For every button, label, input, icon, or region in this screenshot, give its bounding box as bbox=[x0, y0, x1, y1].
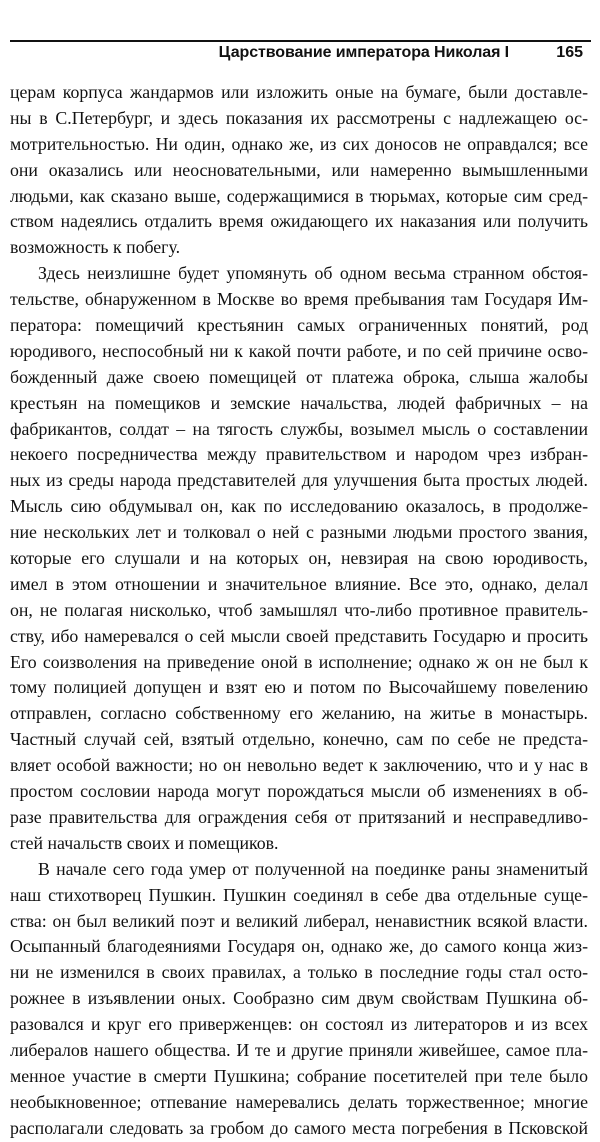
text-line: разе правительства для ограждения себя от притязаний и несправедливо- bbox=[10, 806, 588, 827]
paragraph-first-line: Здесь неизлишне будет упомянуть об одном весьма странном обстоя- bbox=[38, 263, 588, 284]
text-line: простом сословии народа могут порождаться мысли об изменениях в об- bbox=[10, 781, 588, 802]
text-line: которые его слушали и на которых он, невзирая на свою юродивость, bbox=[10, 548, 588, 569]
text-line: стей начальств своих и помещиков. bbox=[10, 832, 279, 853]
text-line: крестьян на помещиков и земские начальства, людей фабричных – на bbox=[10, 392, 588, 413]
text-line: некоего посредничества между правительством и народом чрез избран- bbox=[10, 444, 588, 465]
page-number: 165 bbox=[556, 44, 583, 61]
running-header-title: Царствование императора Николая I bbox=[218, 44, 509, 61]
text-line: имел в этом отношении и значительное влияние. Все это, однако, делал bbox=[10, 573, 588, 594]
text-line: рожнее в изъявлении оных. Сообразно сим двум свойствам Пушкина об- bbox=[10, 988, 588, 1009]
text-line: Мысль сию обдумывал он, как по исследованию оказалось, в продолже- bbox=[10, 496, 588, 517]
text-line: мотрительностью. Ни один, однако же, из сих доносов не оправдался; все bbox=[10, 133, 588, 154]
text-line: отправлен, согласно собственному его желанию, на житье в монастырь. bbox=[10, 703, 588, 724]
text-line: юродивого, неспособный ни к какой почти работе, и по сей причине осво- bbox=[10, 340, 588, 361]
text-line: ние нескольких лет и толковал о ней с разными людьми простого звания, bbox=[10, 522, 588, 543]
text-line: либералов нашего общества. И те и другие приняли живейшее, самое пла- bbox=[10, 1039, 588, 1060]
text-line: ни не изменился в своих правилах, а только в последние годы стал осто- bbox=[10, 962, 588, 983]
text-line: Осыпанный благодеяниями Государя он, однако же, до самого конца жиз- bbox=[10, 936, 588, 957]
text-line: ства: он был великий поэт и великий либерал, ненавистник всякой власти. bbox=[10, 910, 588, 931]
running-header bbox=[10, 44, 591, 68]
text-line: божденный даже своею помещицей от платежа оброка, слыша жалобы bbox=[10, 366, 588, 387]
body-text bbox=[10, 80, 588, 1142]
text-line: Его соизволения на приведение оной в исполнение; однако ж он не был к bbox=[10, 651, 588, 672]
text-line: вляет особой важности; но он невольно ведет к заключению, что и у нас в bbox=[10, 755, 588, 776]
text-line: они оказались или неосновательными, или намеренно вымышленными bbox=[10, 159, 588, 180]
text-line: возможность к побегу. bbox=[10, 237, 181, 258]
text-line: располагали следовать за гробом до самого места погребения в Псковской bbox=[10, 1117, 588, 1138]
text-line: тому полицией допущен и взят ею и потом по Высочайшему повелению bbox=[10, 677, 588, 698]
text-line: людьми, как сказано выше, содержащимися в тюрьмах, которые сим сред- bbox=[10, 185, 588, 206]
text-line: ны в С.Петербург, и здесь показания их рассмотрены с надлежащею ос- bbox=[10, 107, 588, 128]
text-line: необыкновенное; отпевание намеревались делать торжественное; многие bbox=[10, 1091, 588, 1112]
text-line: ператора: помещичий крестьянин самых ограниченных понятий, род bbox=[10, 315, 588, 336]
text-line: разовался и круг его приверженцев: он состоял из литераторов и из всех bbox=[10, 1014, 588, 1035]
text-line: менное участие в смерти Пушкина; собрание посетителей при теле было bbox=[10, 1065, 588, 1086]
text-line: фабрикантов, солдат – на тягость службы, возымел мысль о составлении bbox=[10, 418, 588, 439]
text-line: ством надеялись отдалить время ожидающего их наказания или получить bbox=[10, 211, 588, 232]
header-rule bbox=[10, 40, 591, 42]
text-line: ных из среды народа представителей для улучшения быта простых людей. bbox=[10, 470, 588, 491]
text-line: он, не полагая нисколько, чтоб замышлял что-либо противное правитель- bbox=[10, 599, 588, 620]
text-line: наш стихотворец Пушкин. Пушкин соединял в себе два отдельные суще- bbox=[10, 884, 588, 905]
text-line: ству, ибо намеревался о сей мысли своей представить Государю и просить bbox=[10, 625, 588, 646]
paragraph-first-line: В начале сего года умер от полученной на поединке раны знаменитый bbox=[38, 858, 588, 879]
text-line: тельстве, обнаруженном в Москве во время пребывания там Государя Им- bbox=[10, 289, 588, 310]
text-line: Частный случай сей, взятый отдельно, конечно, сам по себе не предста- bbox=[10, 729, 588, 750]
text-line: церам корпуса жандармов или изложить оные на бумаге, были доставле- bbox=[10, 82, 588, 102]
